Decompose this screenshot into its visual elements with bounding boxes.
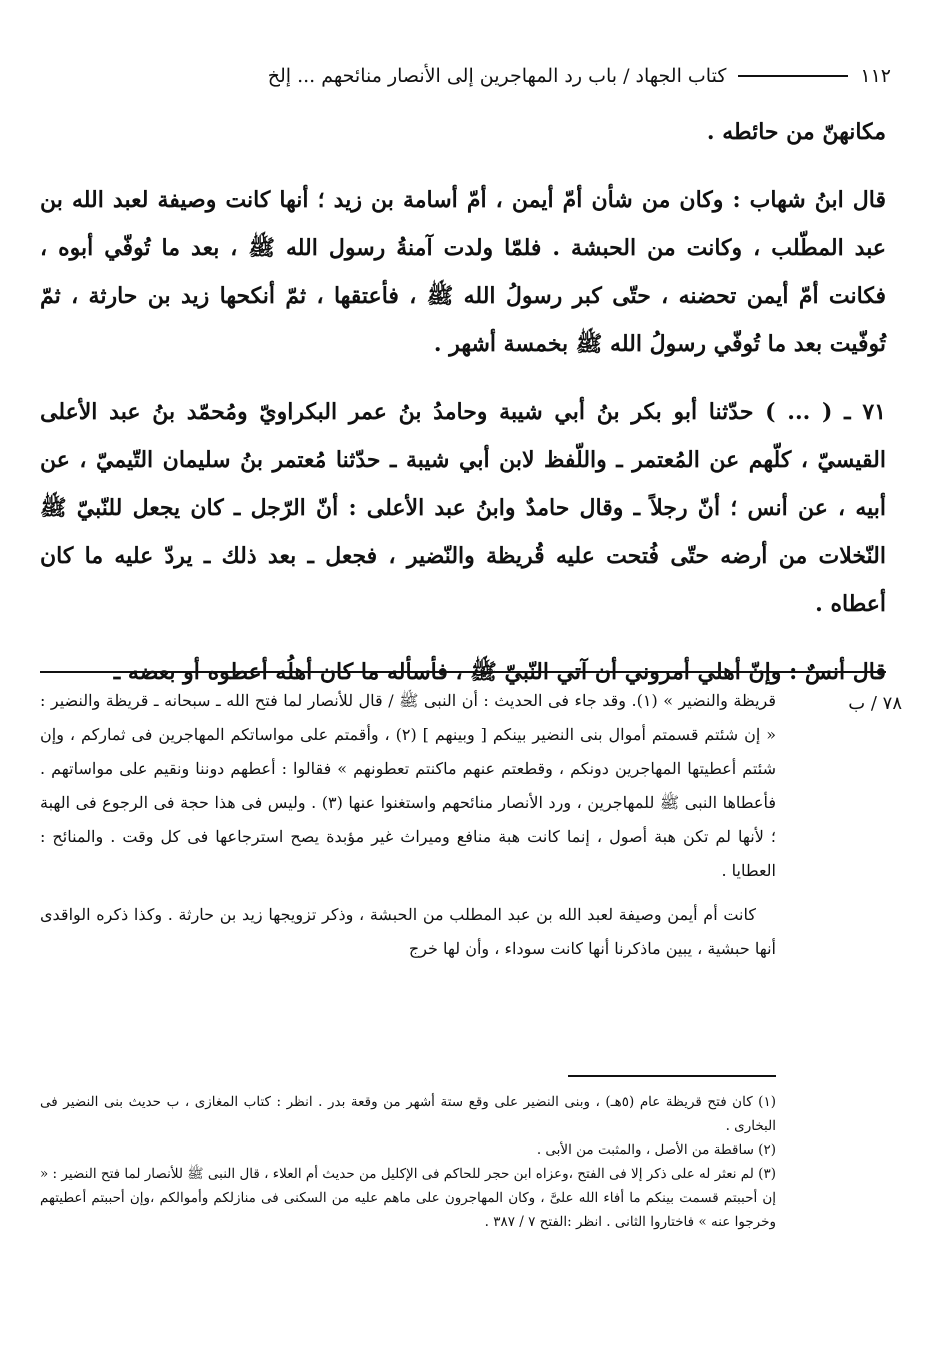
footnote: (٢) ساقطة من الأصل ، والمثبت من الأبى . — [536, 1142, 776, 1158]
header-rule — [738, 75, 848, 77]
section-divider — [40, 671, 886, 673]
hadith-paragraph: مكانهنّ من حائطه . — [706, 119, 886, 145]
running-title: كتاب الجهاد / باب رد المهاجرين إلى الأنصار منائحهم ... إلخ — [267, 65, 727, 87]
footnote: (٣) لم نعثر له على ذكر إلا فى الفتح ،وعزاه ابن حجر للحاكم فى الإكليل من حديث أم العلاء ، قال النبى ﷺ للأنصار لما فتح النضير : « إن أحببتم قسمت بينكم ما أفاء الله علىَّ ، وكان المهاجرون على ماهم عليه من السكنى فى منازلكم وأموالكم ،وإن أحببتم أعطيتهم وخرجوا عنه » فاختاروا الثانى . انظر :الفتح ٧ / ٣٨٧ . — [40, 1166, 776, 1230]
footnote: (١) كان فتح قريظة عام (٥هـ) ، وبنى النضير على وقع ستة أشهر من وقعة بدر . انظر : كتاب المغازى ، ب حديث بنى النضير فى البخارى . — [40, 1094, 776, 1134]
running-header — [30, 56, 891, 96]
commentary-paragraph: قريظة والنضير » (١). وقد جاء فى الحديث : أن النبى ﷺ / قال للأنصار لما فتح الله ـ سبحانه ـ قريظة والنضير : « إن شئتم قسمتم أموال بنى النضير بينكم [ وبينهم ] (٢) ، وأقمتم على مواساتكم المهاجرين فى ثماركم ، وإن شئتم أعطيتها المهاجرين دونكم ، وقطعتم عنهم ماكنتم تعطونهم » فقالوا : أعطهم دوننا ونقيم على مواساتهم . فأعطاها النبى ﷺ للمهاجرين ، ورد الأنصار منائحهم واستغنوا عنها (٣) . وليس فى هذا حجة فى الرجوع فى الهبة ؛ لأنها لم تكن هبة أصول ، إنما كانت هبة منافع وميراث غير مؤبدة يصح استرجاعها فى كل وقت . والمنائح : العطايا . — [40, 691, 777, 880]
page-number: ١١٢ — [860, 65, 891, 87]
hadith-paragraph: ٧١ ـ ( ... ) حدّثنا أبو بكر بنُ أبي شيبة وحامدُ بنُ عمر البكراويّ ومُحمّد بنُ عبد الأعلى القيسيّ ، كلّهم عن المُعتمر ـ واللّفظ لابن أبي شيبة ـ حدّثنا مُعتمر بنُ سليمان التّيميّ ، عن أبيه ، عن أنس ؛ أنّ رجلاً ـ وقال حامدٌ وابنُ عبد الأعلى : أنّ الرّجل ـ كان يجعل للنّبيّ ﷺ النّخلات من أرضه حتّى فُتحت عليه قُريظة والنّضير ، فجعل ـ بعد ذلك ـ يردّ عليه ما كان أعطاه . — [40, 399, 886, 617]
commentary-text — [40, 684, 776, 966]
hadith-text — [40, 108, 886, 696]
commentary-paragraph: كانت أم أيمن وصيفة لعبد الله بن عبد المطلب من الحبشة ، وذكر تزويجها زيد بن حارثة . وكذا ذكره الواقدى أنها حبشية ، يبين ماذكرنا أنها كانت سوداء ، وأن لها خرج — [40, 905, 776, 958]
manuscript-folio-ref: ٧٨ / ب — [848, 693, 902, 714]
hadith-paragraph: قال أنسٌ : وإنّ أهلي أمروني أن آتي النّبيّ ﷺ ، فأسأله ما كان أهلُه أعطوه أو بعضه ـ — [113, 659, 886, 685]
hadith-paragraph: قال ابنُ شهاب : وكان من شأن أمّ أيمن ، أمّ أسامة بن زيد ؛ أنها كانت وصيفة لعبد الله بن عبد المطّلب ، وكانت من الحبشة . فلمّا ولدت آمنةُ رسول الله ﷺ ، بعد ما تُوفّي أبوه ، فكانت أمّ أيمن تحضنه ، حتّى كبر رسولُ الله ﷺ ، فأعتقها ، ثمّ أنكحها زيد بن حارثة ، ثمّ تُوفّيت بعد ما تُوفّي رسولُ الله ﷺ بخمسة أشهر . — [40, 187, 886, 357]
footnotes — [40, 1090, 776, 1234]
footnote-divider — [568, 1075, 776, 1077]
